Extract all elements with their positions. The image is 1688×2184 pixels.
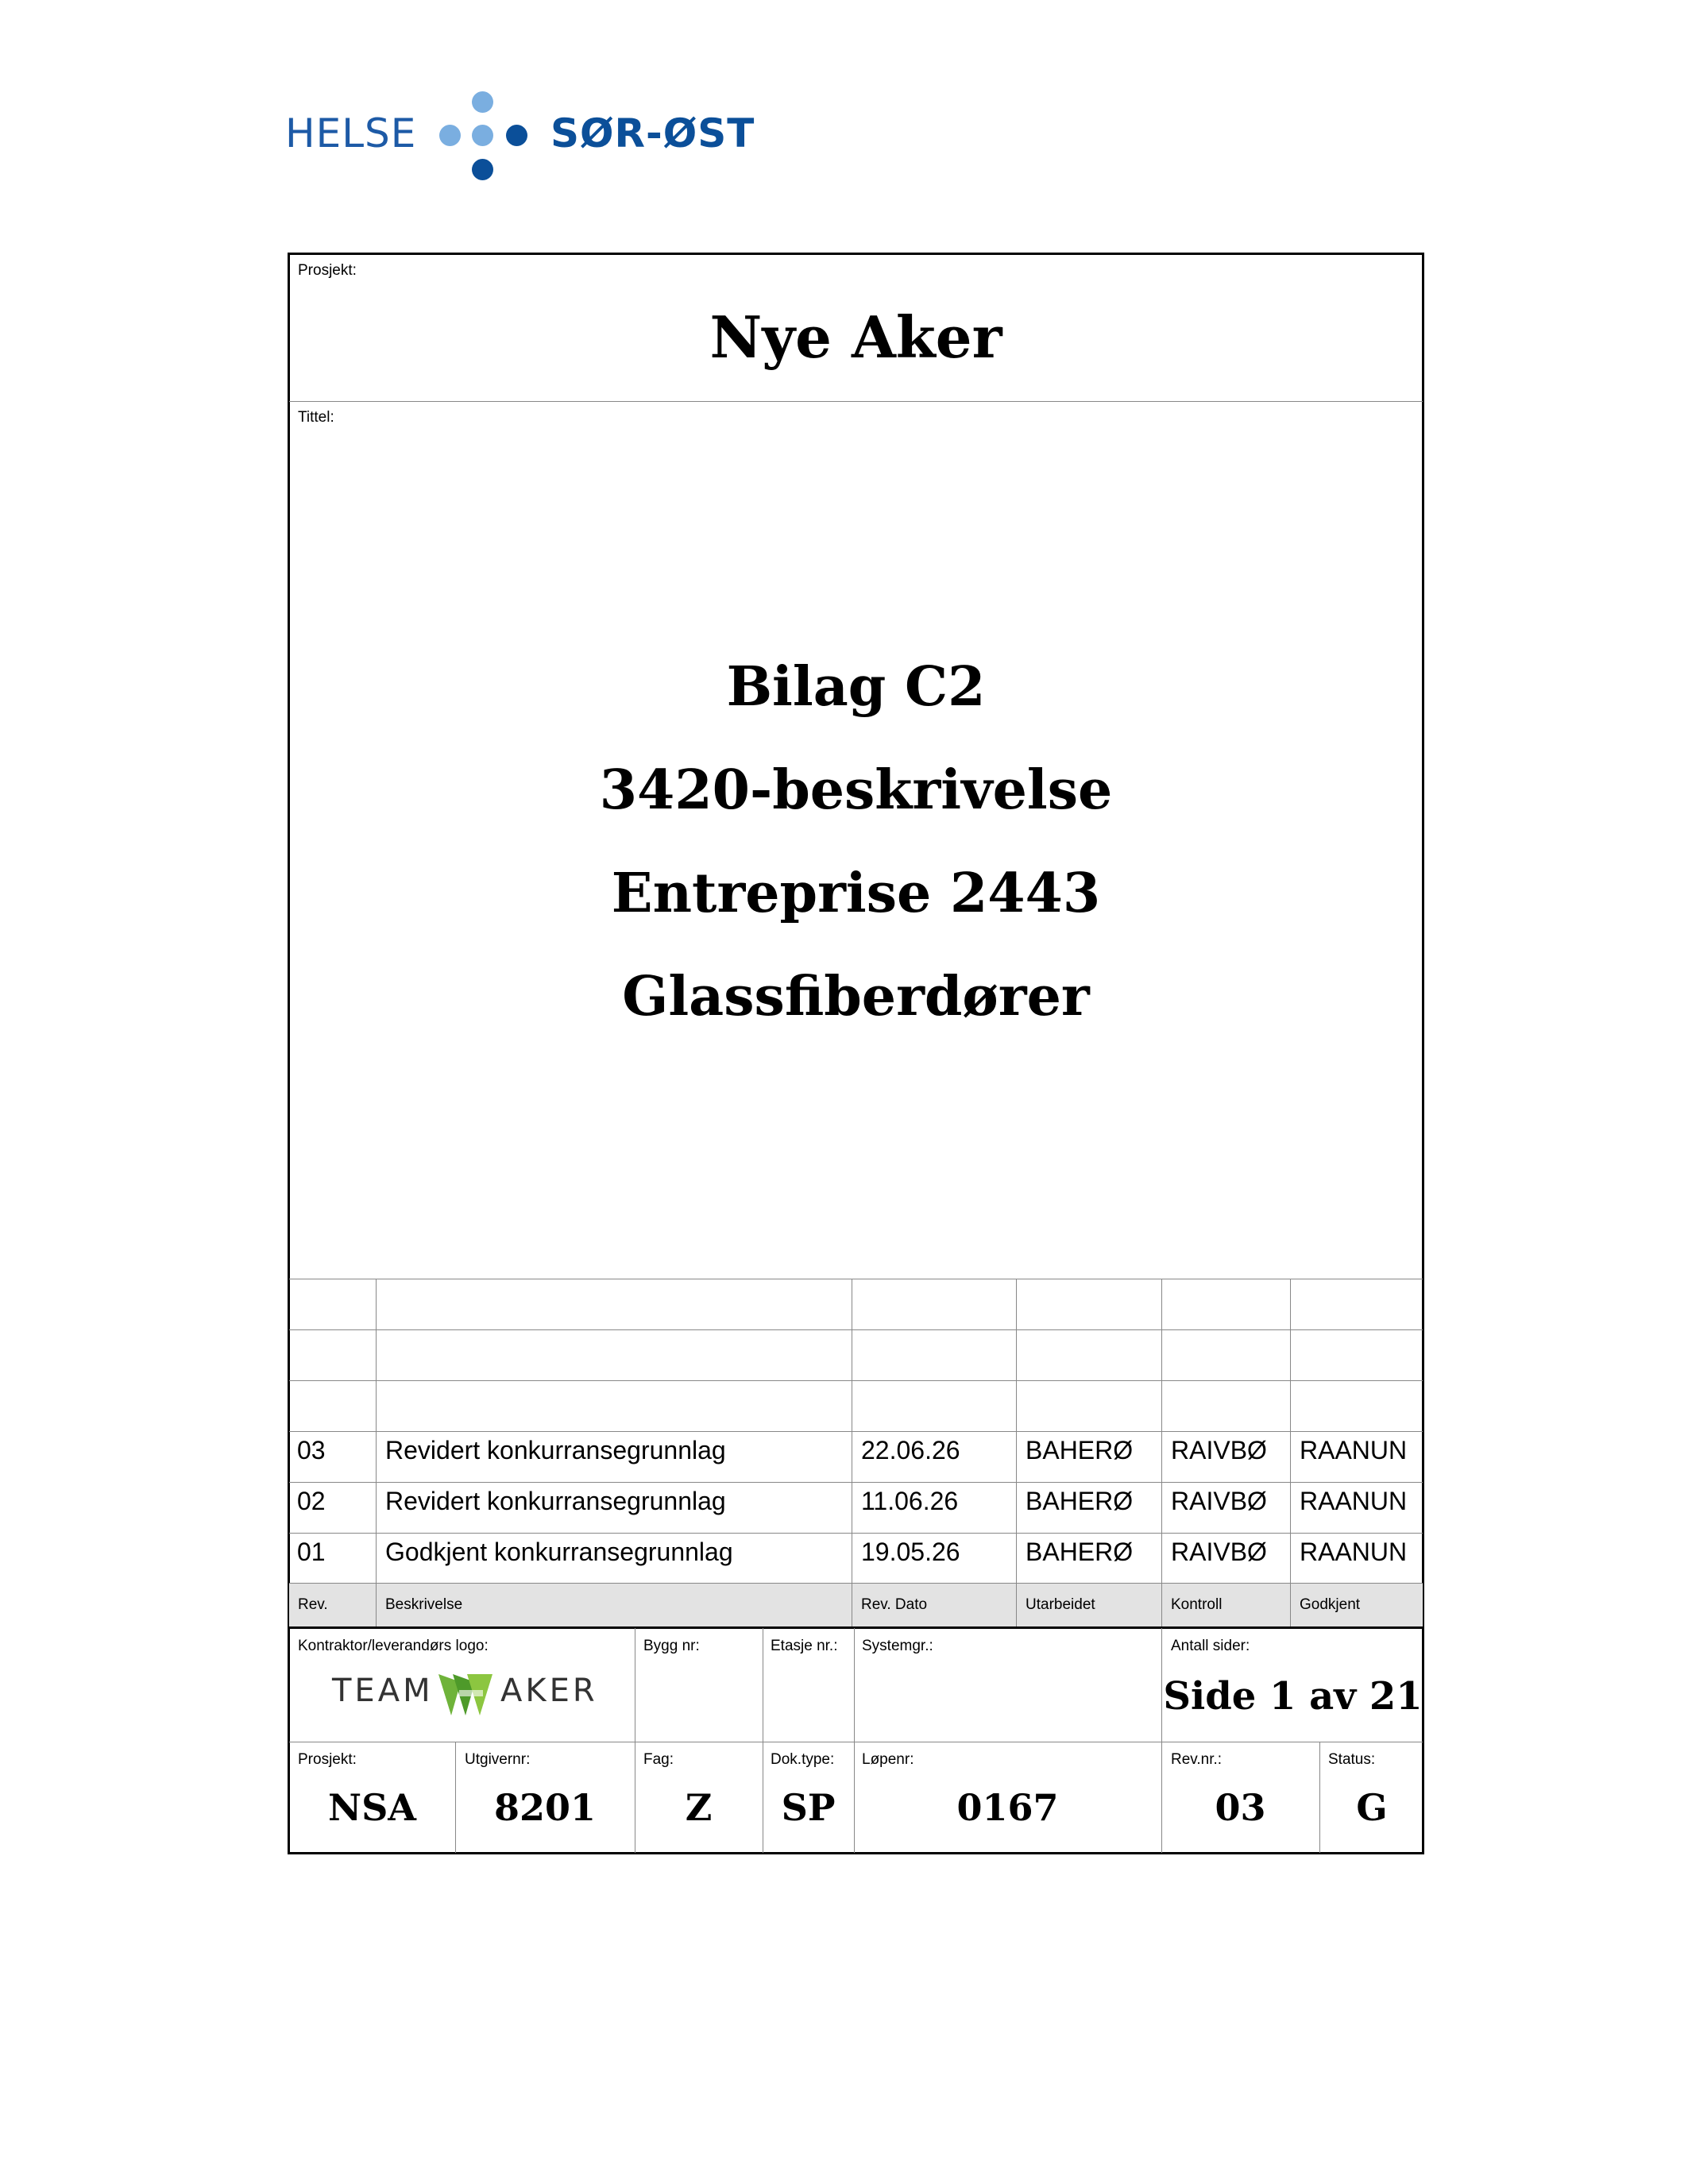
rev-col-line xyxy=(1016,1279,1017,1626)
desc-cell: Revidert konkurransegrunnlag xyxy=(385,1487,726,1515)
rev-grid-line xyxy=(289,1329,1423,1330)
pages-value: Side 1 av 21 xyxy=(1163,1674,1423,1719)
approved-cell: RAANUN xyxy=(1300,1487,1408,1515)
header-approved: Godkjent xyxy=(1300,1596,1361,1613)
project-label: Prosjekt: xyxy=(298,262,357,279)
desc-cell: Godkjent konkurransegrunnlag xyxy=(385,1538,733,1566)
header-prepared: Utarbeidet xyxy=(1026,1596,1095,1613)
serial-label: Løpenr: xyxy=(862,1751,914,1768)
logo-dot-right xyxy=(506,125,527,146)
logo-text-helse: HELSE xyxy=(285,110,417,156)
project-code-label: Prosjekt: xyxy=(298,1751,357,1768)
status-value: G xyxy=(1356,1786,1388,1829)
title-line-4: Glassfiberdører xyxy=(622,965,1090,1028)
issuer-label: Utgivernr: xyxy=(465,1751,531,1768)
desc-cell: Revidert konkurransegrunnlag xyxy=(385,1436,726,1464)
logo-dot-top xyxy=(472,91,493,113)
title-line-2: 3420-beskrivelse xyxy=(599,758,1113,822)
contractor-logo-label: Kontraktor/leverandørs logo: xyxy=(298,1638,489,1654)
title-label: Tittel: xyxy=(298,409,334,426)
doctype-label: Dok.type: xyxy=(771,1751,835,1768)
checked-cell: RAIVBØ xyxy=(1171,1538,1267,1566)
doctype-value: SP xyxy=(781,1786,836,1829)
rev-bottom-line xyxy=(289,1626,1423,1629)
status-label: Status: xyxy=(1328,1751,1376,1768)
rev-grid-line xyxy=(289,1482,1423,1483)
prepared-cell: BAHERØ xyxy=(1026,1487,1134,1515)
rev-cell: 01 xyxy=(297,1538,326,1566)
title-line-1: Bilag C2 xyxy=(726,655,986,719)
team-aker-logo xyxy=(332,1666,598,1722)
logo-text-sor-ost: SØR-ØST xyxy=(550,110,755,156)
logo-dot-center xyxy=(472,125,493,146)
date-cell: 11.06.26 xyxy=(861,1487,959,1515)
date-cell: 19.05.26 xyxy=(861,1538,960,1566)
issuer-value: 8201 xyxy=(493,1786,597,1829)
system-label: Systemgr.: xyxy=(862,1638,933,1654)
header-date: Rev. Dato xyxy=(861,1596,928,1613)
serial-value: 0167 xyxy=(956,1786,1059,1829)
date-cell: 22.06.26 xyxy=(861,1436,960,1464)
divider-project xyxy=(289,401,1423,402)
prepared-cell: BAHERØ xyxy=(1026,1436,1134,1464)
rev-grid-line xyxy=(289,1431,1423,1432)
rev-grid-line xyxy=(289,1583,1423,1584)
header-rev: Rev. xyxy=(298,1596,328,1613)
discipline-label: Fag: xyxy=(643,1751,674,1768)
rev-cell: 03 xyxy=(297,1436,326,1464)
project-name: Nye Aker xyxy=(709,303,1002,371)
rev-grid-line xyxy=(289,1380,1423,1381)
revnr-label: Rev.nr.: xyxy=(1171,1751,1223,1768)
rev-col-line xyxy=(376,1279,377,1626)
revnr-value: 03 xyxy=(1215,1786,1266,1829)
pages-label: Antall sider: xyxy=(1171,1638,1250,1654)
logo-dot-left xyxy=(439,125,461,146)
logo-dot-bottom xyxy=(472,159,493,180)
title-line-3: Entreprise 2443 xyxy=(611,862,1101,925)
checked-cell: RAIVBØ xyxy=(1171,1436,1267,1464)
header-desc: Beskrivelse xyxy=(385,1596,463,1613)
team-aker-logo-left: TEAM xyxy=(332,1673,434,1709)
header-checked: Kontroll xyxy=(1171,1596,1223,1613)
rev-cell: 02 xyxy=(297,1487,326,1515)
approved-cell: RAANUN xyxy=(1300,1538,1408,1566)
approved-cell: RAANUN xyxy=(1300,1436,1408,1464)
rev-grid-line xyxy=(289,1533,1423,1534)
team-aker-logo-right: AKER xyxy=(500,1673,598,1709)
discipline-value: Z xyxy=(685,1786,713,1829)
floor-label: Etasje nr.: xyxy=(771,1638,838,1654)
building-label: Bygg nr: xyxy=(643,1638,700,1654)
project-code-value: NSA xyxy=(328,1786,416,1829)
team-aker-emblem-icon xyxy=(435,1666,496,1722)
rev-col-line xyxy=(1290,1279,1291,1626)
checked-cell: RAIVBØ xyxy=(1171,1487,1267,1515)
prepared-cell: BAHERØ xyxy=(1026,1538,1134,1566)
rev-col-line xyxy=(1161,1279,1162,1626)
